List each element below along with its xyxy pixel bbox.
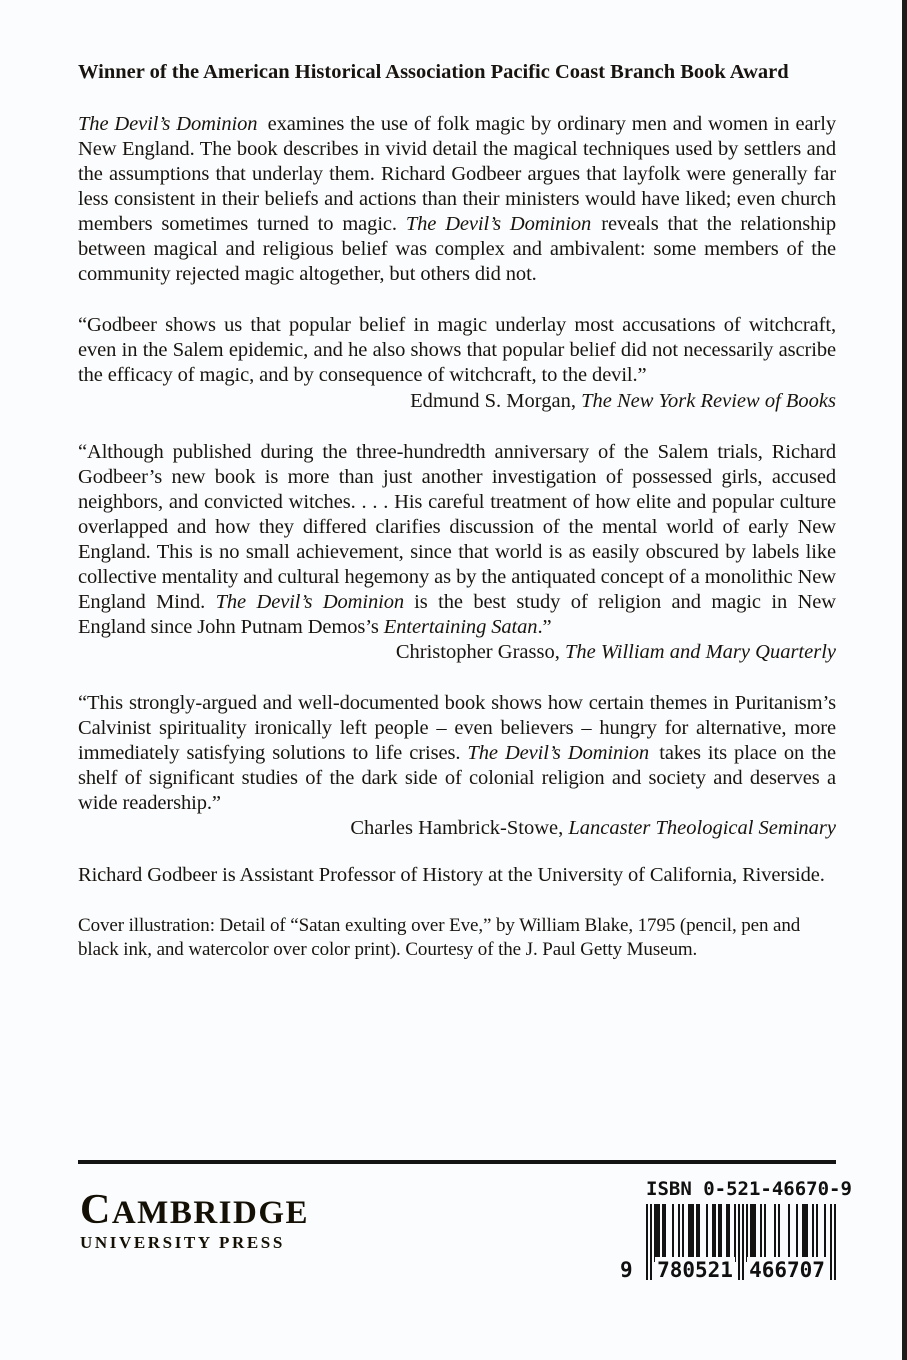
cambridge-university-press-logo [80,1187,310,1252]
blurb-paragraph: The Devil’s Dominion examines the use of folk magic by ordinary men and women in early New England. The book describes in vivid detail the magical techniques used by settlers and the assumptions that underlay them. Richard Godbeer argues that layfolk were generally far less consistent in their beliefs and actions than their ministers would have liked; even church members sometimes turned to magic. The Devil’s Dominion reveals that the relationship between magical and religious belief was complex and ambivalent: some members of the community rejected magic altogether, but others did not. [78,113,837,285]
publisher-name: CAMBRIDGE [80,1187,310,1233]
barcode-digit-lead: 9 [620,1258,633,1282]
review-quote-grasso [78,440,836,665]
cover-illustration-credit: Cover illustration: Detail of “Satan exulting over Eve,” by William Blake, 1795 (pencil, pen and black ink, and watercolor over color print). Courtesy of the J. Paul Getty Museum. [78,915,801,960]
quote-attribution: Edmund S. Morgan, The New York Review of Books [410,390,836,412]
quote-text: “Godbeer shows us that popular belief in magic underlay most accusations of witchcraft, even in the Salem epidemic, and he also shows that popular belief did not necessarily ascribe the efficacy of magic, and by consequence of witchcraft, to the devil.” [78,314,836,386]
publisher-footer [78,1160,852,1314]
quote-attribution: Charles Hambrick-Stowe, Lancaster Theological Seminary [350,817,836,839]
review-quote-morgan [78,313,836,414]
quote-text: “Although published during the three-hundredth anniversary of the Salem trials, Richard Godbeer’s new book is more than just another investigation of possessed girls, accused neighbors, and convicted witches. . . . His careful treatment of how elite and popular culture overlapped and how they differed clarifies discussion of the mental world of early New England. This is no small achievement, since that world is as easily obscured by labels like collective mentality and cultural hegemony as by the antiquated concept of a monolithic New England Mind. The Devil’s Dominion is the best study of religion and magic in New England since John Putnam Demos’s Entertaining Satan.” [78,441,836,638]
page-scan-edge [902,0,907,1360]
barcode-digit-group2: 466707 [747,1257,827,1283]
ean-barcode [620,1204,836,1290]
publisher-subtitle: UNIVERSITY PRESS [80,1233,285,1252]
quote-attribution: Christopher Grasso, The William and Mary Quarterly [395,641,836,663]
publisher-row [78,1164,852,1314]
award-line: Winner of the American Historical Association Pacific Coast Branch Book Award [78,61,789,83]
barcode-digit-group1: 780521 [655,1257,735,1283]
text-block [78,60,836,962]
author-bio: Richard Godbeer is Assistant Professor of History at the University of California, Riverside. [78,864,825,886]
isbn-block [620,1178,852,1290]
isbn-number: ISBN 0-521-46670-9 [646,1178,852,1200]
quote-text: “This strongly-argued and well-documented book shows how certain themes in Puritanism’s Calvinist spirituality ironically left people – even believers – hungry for alternative, more immediately satisfying solutions to life crises. The Devil’s Dominion takes its place on the shelf of significant studies of the dark side of colonial religion and society and deserves a wide readership.” [78,692,836,814]
review-quote-hambrick-stowe [78,691,836,841]
